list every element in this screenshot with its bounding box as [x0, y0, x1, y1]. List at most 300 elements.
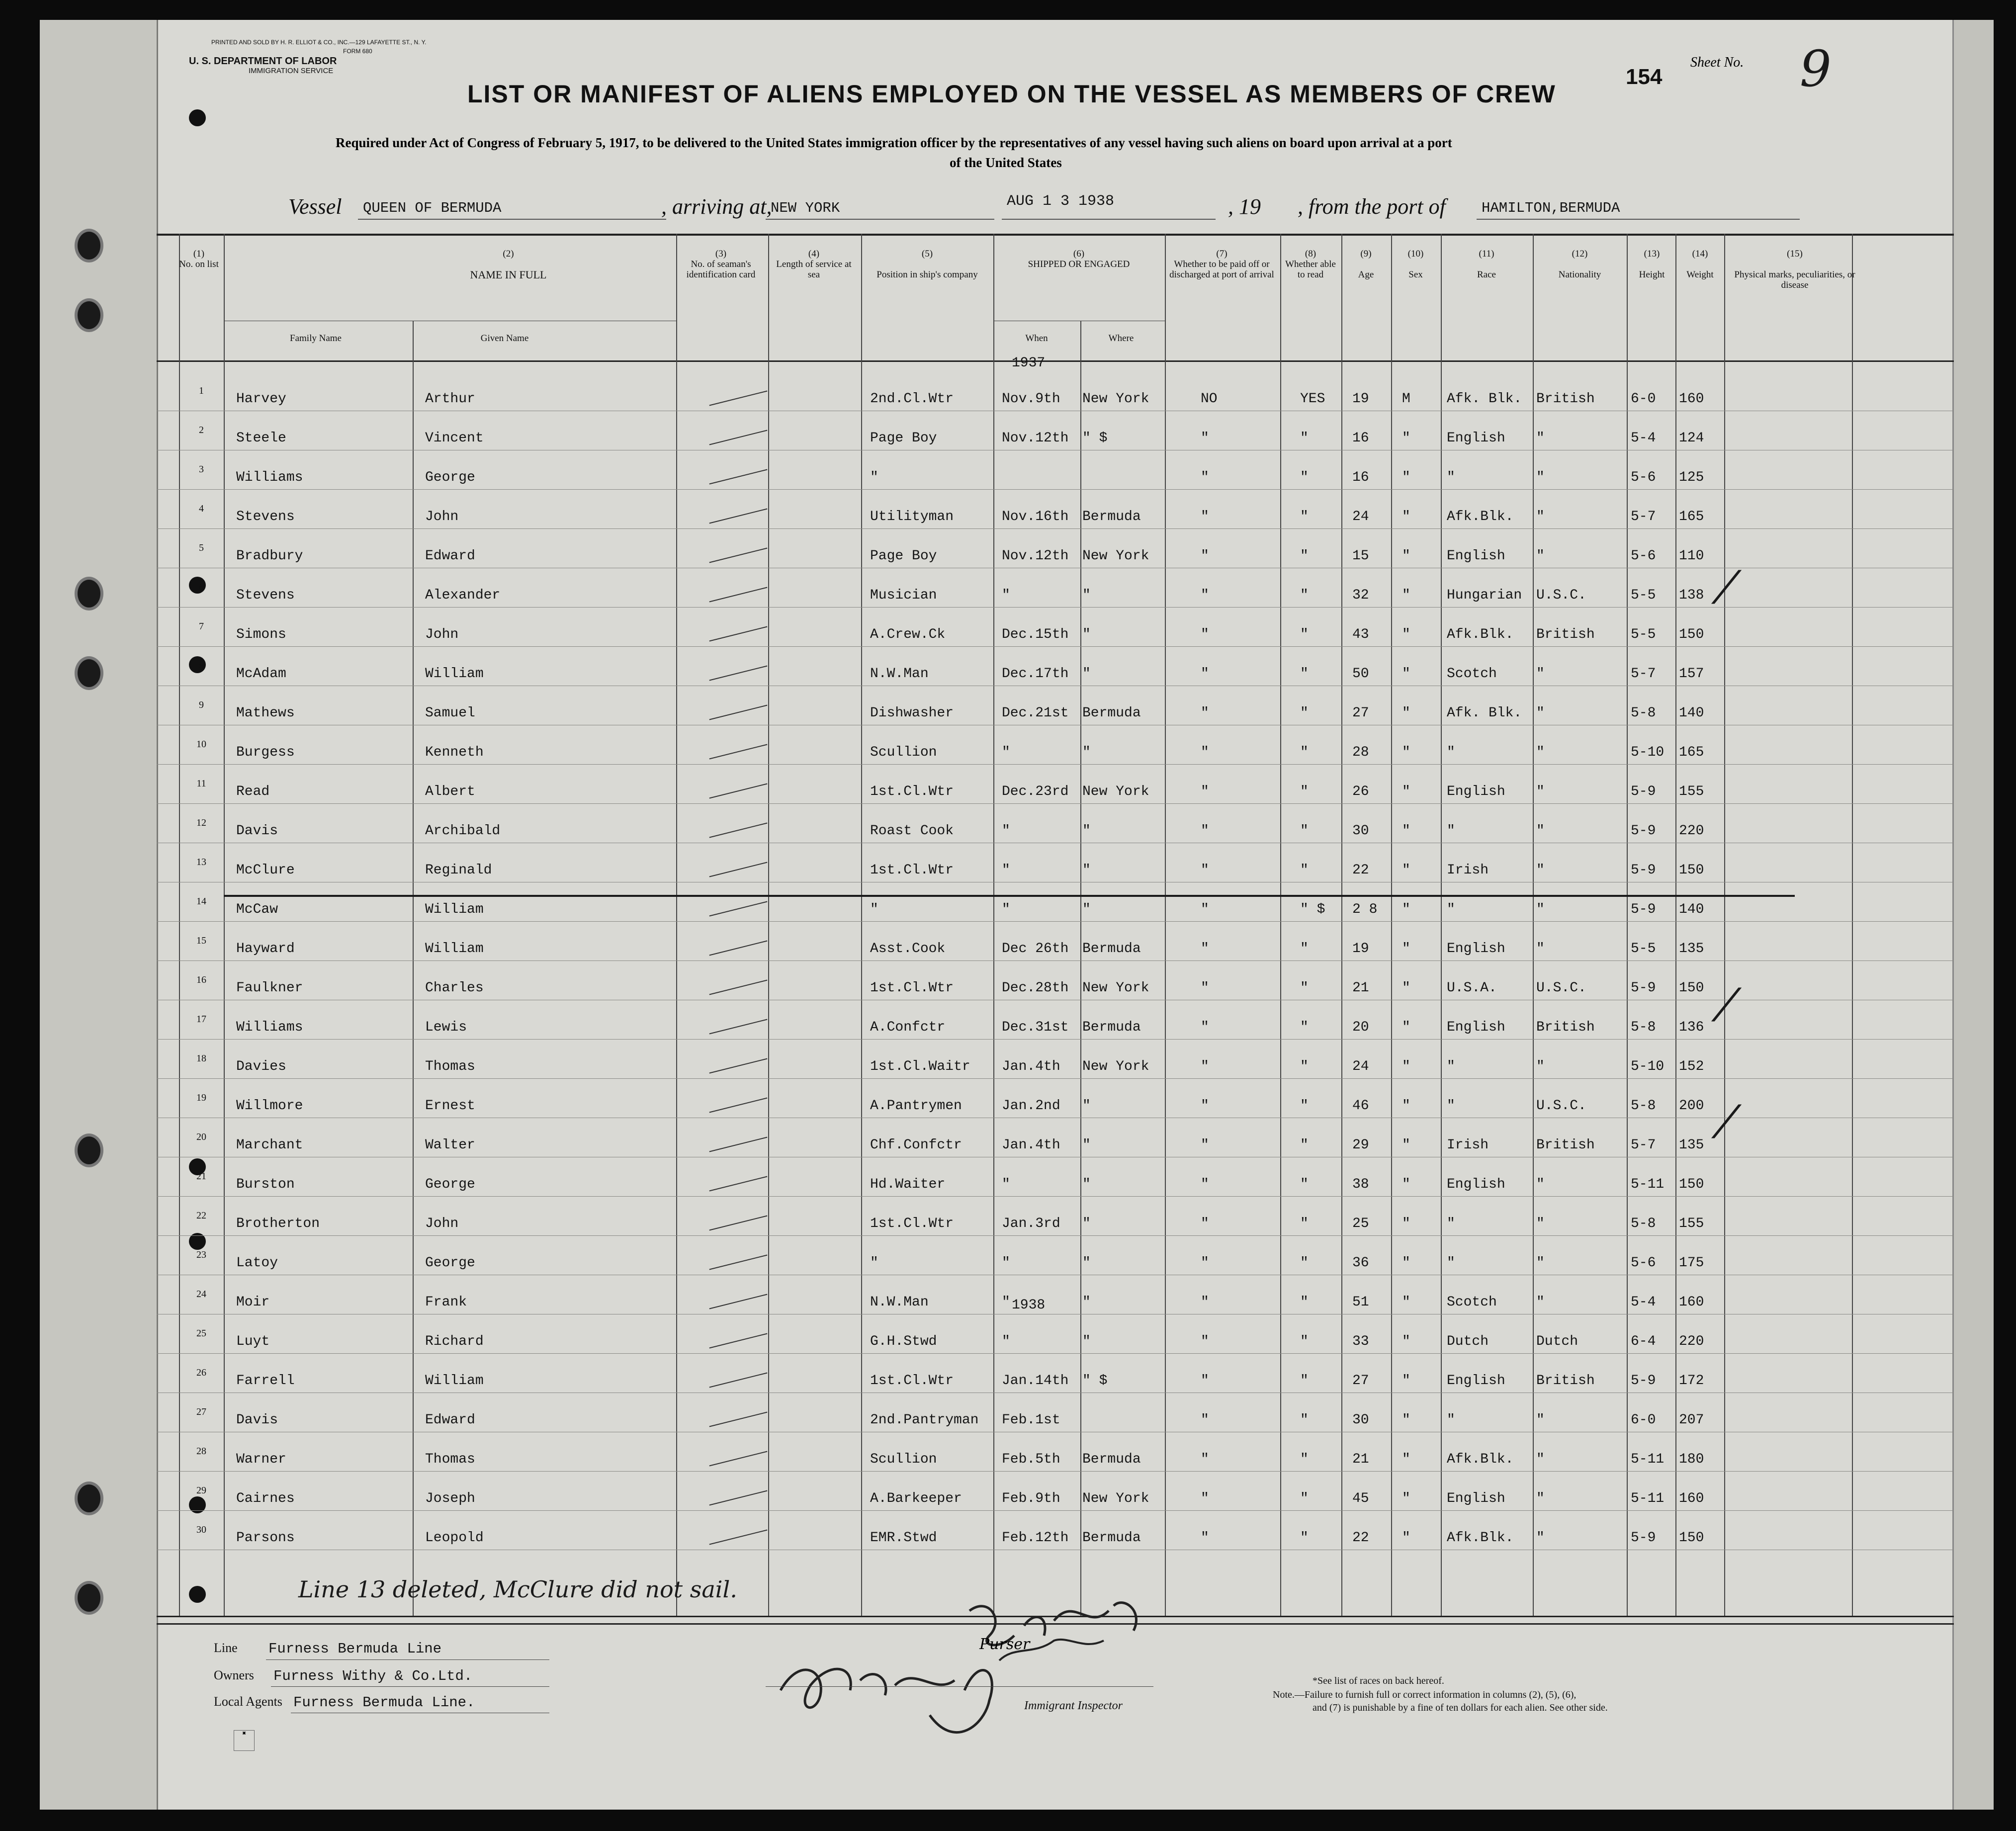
- cell-where: Bermuda: [1082, 1452, 1141, 1467]
- row-number: 27: [196, 1406, 206, 1417]
- cell-nat: British: [1536, 391, 1595, 407]
- table-row: [157, 1161, 1954, 1200]
- cell-nat: British: [1536, 1137, 1595, 1153]
- cell-weight: 172: [1679, 1373, 1704, 1389]
- cell-position: Page Boy: [870, 548, 937, 564]
- page-number: 154: [1626, 65, 1663, 89]
- cell-read: YES: [1300, 391, 1325, 407]
- cell-position: 1st.Cl.Wtr: [870, 980, 954, 996]
- check-mark: ⁄: [1723, 562, 1731, 614]
- cell-given: Arthur: [425, 391, 475, 407]
- cell-height: 5-10: [1631, 745, 1665, 760]
- cell-race: English: [1447, 1491, 1505, 1506]
- cell-paid: ": [1201, 431, 1209, 446]
- check-mark: ⁄: [1723, 979, 1731, 1032]
- col11-label: Race: [1477, 269, 1496, 280]
- row-number: 26: [196, 1367, 206, 1378]
- date-stamp: AUG 1 3 1938: [1007, 193, 1115, 210]
- col3-num: (3): [715, 249, 727, 259]
- cell-nat: ": [1536, 745, 1545, 760]
- date-underline: [1002, 219, 1216, 220]
- col6-label: SHIPPED OR ENGAGED: [1028, 259, 1130, 269]
- cell-given: John: [425, 627, 459, 642]
- cell-nat: ": [1536, 863, 1545, 878]
- cell-given: William: [425, 1373, 484, 1389]
- col8-header: [1281, 249, 1340, 280]
- cell-paid: ": [1201, 1373, 1209, 1389]
- cell-nat: ": [1536, 1491, 1545, 1506]
- cell-when: Jan.3rd: [1002, 1216, 1060, 1231]
- cell-family: Williams: [236, 1020, 303, 1035]
- table-row: [157, 1475, 1954, 1514]
- table-row: [157, 847, 1954, 886]
- cell-when: ": [1002, 863, 1010, 878]
- row-number: 13: [196, 857, 206, 868]
- cell-height: 5-11: [1631, 1491, 1665, 1506]
- cell-where: Bermuda: [1082, 509, 1141, 524]
- cell-paid: ": [1201, 1137, 1209, 1153]
- col2-num: (2): [503, 249, 514, 259]
- cell-race: Dutch: [1447, 1334, 1489, 1349]
- cell-given: George: [425, 1255, 475, 1271]
- col3-label: No. of seaman's identification card: [686, 259, 756, 280]
- cell-paid: ": [1201, 823, 1209, 839]
- cell-age: 50: [1352, 666, 1369, 682]
- cell-race: English: [1447, 941, 1505, 957]
- id-card-tick: [709, 980, 768, 995]
- col5-label: Position in ship's company: [877, 269, 978, 280]
- cell-height: 5-6: [1631, 548, 1656, 564]
- cell-family: Latoy: [236, 1255, 278, 1271]
- cell-position: Asst.Cook: [870, 941, 946, 957]
- cell-height: 5-8: [1631, 705, 1656, 721]
- cell-paid: ": [1201, 1020, 1209, 1035]
- cell-nat: ": [1536, 1216, 1545, 1231]
- id-card-tick: [709, 1412, 768, 1427]
- cell-nat: U.S.C.: [1536, 980, 1586, 996]
- col5-num: (5): [921, 249, 933, 259]
- table-row: [157, 1279, 1954, 1318]
- cell-age: 46: [1352, 1098, 1369, 1114]
- col10-num: (10): [1407, 249, 1424, 259]
- binding-hole: [75, 229, 103, 262]
- cell-nat: ": [1536, 548, 1545, 564]
- table-row: [157, 572, 1954, 611]
- cell-given: Thomas: [425, 1059, 475, 1074]
- table-row: [157, 1514, 1954, 1554]
- col11-num: (11): [1479, 249, 1494, 259]
- id-card-tick: [709, 1373, 768, 1388]
- cell-height: 5-4: [1631, 431, 1656, 446]
- cell-given: Kenneth: [425, 745, 484, 760]
- cell-sex: ": [1402, 863, 1410, 878]
- id-card-tick: [709, 391, 768, 406]
- binding-hole: [75, 1581, 103, 1615]
- cell-sex: ": [1402, 627, 1410, 642]
- row-number: 17: [196, 1014, 206, 1025]
- cell-paid: ": [1201, 1295, 1209, 1310]
- manifest-sheet: [40, 20, 1994, 1810]
- cell-age: 32: [1352, 588, 1369, 603]
- id-card-tick: [709, 587, 768, 603]
- cell-read: ": [1300, 1452, 1309, 1467]
- vessel-underline: [358, 219, 666, 220]
- cell-weight: 150: [1679, 1177, 1704, 1192]
- cell-age: 45: [1352, 1491, 1369, 1506]
- service: IMMIGRATION SERVICE: [249, 67, 334, 75]
- cell-sex: ": [1402, 1216, 1410, 1231]
- cell-read: ": [1300, 784, 1309, 799]
- cell-position: A.Confctr: [870, 1020, 946, 1035]
- cell-weight: 155: [1679, 1216, 1704, 1231]
- row-number: 20: [196, 1132, 206, 1142]
- table-row: [157, 768, 1954, 807]
- cell-race: English: [1447, 1373, 1505, 1389]
- cell-where: ": [1082, 1334, 1091, 1349]
- cell-race: Scotch: [1447, 1295, 1497, 1310]
- purser-label: Purser: [979, 1636, 1030, 1653]
- cell-sex: ": [1402, 705, 1410, 721]
- cell-when: ": [1002, 1255, 1010, 1271]
- cell-sex: ": [1402, 1373, 1410, 1389]
- cell-paid: NO: [1201, 391, 1218, 407]
- cell-race: ": [1447, 1059, 1455, 1074]
- cell-sex: ": [1402, 1059, 1410, 1074]
- id-card-tick: [709, 548, 768, 563]
- cell-age: 2 8: [1352, 902, 1378, 917]
- cell-nat: ": [1536, 1530, 1545, 1546]
- cell-given: Edward: [425, 1412, 475, 1428]
- cell-where: Bermuda: [1082, 941, 1141, 957]
- owners-value: Furness Withy & Co.Ltd.: [273, 1668, 473, 1684]
- table-row: [157, 611, 1954, 650]
- cell-family: McClure: [236, 863, 295, 878]
- cell-read: ": [1300, 470, 1309, 485]
- cell-read: ": [1300, 745, 1309, 760]
- cell-sex: ": [1402, 431, 1410, 446]
- id-card-tick: [709, 1255, 768, 1270]
- cell-read: ": [1300, 941, 1309, 957]
- cell-family: McCaw: [236, 902, 278, 917]
- col15-header: [1728, 249, 1862, 290]
- cell-position: Scullion: [870, 745, 937, 760]
- cell-paid: ": [1201, 705, 1209, 721]
- cell-read: ": [1300, 509, 1309, 524]
- id-card-tick: [709, 626, 768, 642]
- cell-sex: ": [1402, 823, 1410, 839]
- cell-race: Irish: [1447, 1137, 1489, 1153]
- cell-where: ": [1082, 1098, 1091, 1114]
- subtitle-line1: Required under Act of Congress of February 5, 1917, to be delivered to the United States immigration officer by the representatives of any vessel having such aliens on board upon arrival at a port: [336, 135, 1452, 150]
- cell-position: 1st.Cl.Wtr: [870, 784, 954, 799]
- id-card-tick: [709, 784, 768, 799]
- cell-given: Ernest: [425, 1098, 475, 1114]
- cell-position: N.W.Man: [870, 666, 929, 682]
- cell-race: Afk. Blk.: [1447, 391, 1522, 407]
- table-row: [157, 415, 1954, 454]
- cell-age: 16: [1352, 470, 1369, 485]
- cell-family: Davies: [236, 1059, 286, 1074]
- cell-position: Page Boy: [870, 431, 937, 446]
- cell-sex: ": [1402, 1295, 1410, 1310]
- year-1937: 1937: [1012, 355, 1046, 371]
- check-mark: ⁄: [1723, 1096, 1731, 1148]
- cell-nat: U.S.C.: [1536, 1098, 1586, 1114]
- cell-race: Hungarian: [1447, 588, 1522, 603]
- cell-read: ": [1300, 666, 1309, 682]
- row-number: 9: [199, 699, 204, 710]
- cell-weight: 165: [1679, 745, 1704, 760]
- cell-position: 1st.Cl.Waitr: [870, 1059, 970, 1074]
- cell-paid: ": [1201, 1177, 1209, 1192]
- cell-where: New York: [1082, 1491, 1149, 1506]
- cell-family: Parsons: [236, 1530, 295, 1546]
- cell-weight: 135: [1679, 941, 1704, 957]
- cell-position: ": [870, 902, 878, 917]
- cell-where: ": [1082, 902, 1091, 917]
- cell-age: 29: [1352, 1137, 1369, 1153]
- cell-race: ": [1447, 470, 1455, 485]
- cell-where: New York: [1082, 548, 1149, 564]
- cell-paid: ": [1201, 1216, 1209, 1231]
- table-row: [157, 1082, 1954, 1122]
- cell-weight: 155: [1679, 784, 1704, 799]
- row-number: 4: [199, 503, 204, 514]
- cell-when: ": [1002, 588, 1010, 603]
- cell-height: 5-9: [1631, 1373, 1656, 1389]
- cell-age: 38: [1352, 1177, 1369, 1192]
- cell-race: English: [1447, 1020, 1505, 1035]
- cell-read: ": [1300, 1334, 1309, 1349]
- arriving-underline: [766, 219, 994, 220]
- binding-hole: [75, 656, 103, 690]
- cell-race: ": [1447, 1255, 1455, 1271]
- cell-given: George: [425, 470, 475, 485]
- header-bottom-border: [157, 360, 1954, 362]
- cell-nat: ": [1536, 823, 1545, 839]
- cell-sex: ": [1402, 548, 1410, 564]
- cell-family: Brotherton: [236, 1216, 320, 1231]
- row-number: 21: [196, 1171, 206, 1182]
- cell-given: Edward: [425, 548, 475, 564]
- cell-where: " $: [1082, 431, 1108, 446]
- row-number: 18: [196, 1053, 206, 1064]
- col5-header: [863, 249, 992, 280]
- cell-when: Nov.16th: [1002, 509, 1069, 524]
- where-header: Where: [1108, 333, 1134, 344]
- id-card-tick: [709, 1530, 768, 1545]
- row-number: 22: [196, 1210, 206, 1221]
- subtitle-line2: of the United States: [950, 155, 1062, 170]
- cell-height: 5-7: [1631, 1137, 1656, 1153]
- cell-weight: 125: [1679, 470, 1704, 485]
- cell-family: Williams: [236, 470, 303, 485]
- line-underline: [266, 1659, 549, 1660]
- from-port: HAMILTON,BERMUDA: [1482, 200, 1620, 216]
- col6-num: (6): [1073, 249, 1085, 259]
- cell-family: Davis: [236, 823, 278, 839]
- line-label: Line: [214, 1641, 238, 1655]
- cell-race: ": [1447, 1098, 1455, 1114]
- cell-family: Davis: [236, 1412, 278, 1428]
- cell-age: 19: [1352, 391, 1369, 407]
- row-number: 15: [196, 935, 206, 946]
- col10-label: Sex: [1408, 269, 1423, 280]
- col6-header: [994, 249, 1163, 269]
- id-card-tick: [709, 705, 768, 720]
- col13-header: [1628, 249, 1675, 280]
- cell-given: Richard: [425, 1334, 484, 1349]
- cell-given: George: [425, 1177, 475, 1192]
- cell-height: 6-4: [1631, 1334, 1656, 1349]
- cell-given: Albert: [425, 784, 475, 799]
- from-port-label: , from the port of: [1298, 194, 1446, 219]
- races-note: *See list of races on back hereof.: [1313, 1675, 1444, 1686]
- cell-when: ": [1002, 1177, 1010, 1192]
- cell-read: ": [1300, 980, 1309, 996]
- cell-race: ": [1447, 1216, 1455, 1231]
- col14-label: Weight: [1686, 269, 1714, 280]
- col12-label: Nationality: [1558, 269, 1601, 280]
- cell-family: Burgess: [236, 745, 295, 760]
- cell-paid: ": [1201, 941, 1209, 957]
- cell-paid: ": [1201, 1491, 1209, 1506]
- cell-paid: ": [1201, 509, 1209, 524]
- cell-position: A.Pantrymen: [870, 1098, 962, 1114]
- cell-where: New York: [1082, 1059, 1149, 1074]
- cell-position: Dishwasher: [870, 705, 954, 721]
- cell-sex: ": [1402, 941, 1410, 957]
- cell-nat: British: [1536, 627, 1595, 642]
- cell-nat: ": [1536, 902, 1545, 917]
- id-card-tick: [709, 1137, 768, 1152]
- cell-given: Frank: [425, 1295, 467, 1310]
- cell-when: Dec.15th: [1002, 627, 1069, 642]
- cell-paid: ": [1201, 980, 1209, 996]
- row-number: 2: [199, 425, 204, 436]
- cell-paid: ": [1201, 1098, 1209, 1114]
- cell-weight: 160: [1679, 391, 1704, 407]
- row-number: 8: [199, 660, 204, 671]
- table-row: [157, 1396, 1954, 1436]
- signatures: [766, 1566, 1173, 1755]
- table-row: [157, 1357, 1954, 1396]
- cell-position: 2nd.Cl.Wtr: [870, 391, 954, 407]
- cell-read: ": [1300, 1177, 1309, 1192]
- cell-position: Musician: [870, 588, 937, 603]
- cell-sex: ": [1402, 1177, 1410, 1192]
- cell-when: ": [1002, 745, 1010, 760]
- cell-height: 5-7: [1631, 666, 1656, 682]
- cell-given: John: [425, 1216, 459, 1231]
- cell-where: Bermuda: [1082, 705, 1141, 721]
- binding-hole: [75, 1133, 103, 1167]
- agents-value: Furness Bermuda Line.: [293, 1694, 475, 1711]
- cell-weight: 150: [1679, 1530, 1704, 1546]
- id-card-tick: [709, 1216, 768, 1231]
- cell-given: Reginald: [425, 863, 492, 878]
- id-card-tick: [709, 1098, 768, 1113]
- cell-nat: ": [1536, 1255, 1545, 1271]
- cell-read: ": [1300, 823, 1309, 839]
- cell-nat: ": [1536, 666, 1545, 682]
- cell-when: Feb.12th: [1002, 1530, 1069, 1546]
- cell-height: 5-6: [1631, 1255, 1656, 1271]
- cell-sex: ": [1402, 1255, 1410, 1271]
- cell-where: ": [1082, 588, 1091, 603]
- cell-family: Faulkner: [236, 980, 303, 996]
- agents-label: Local Agents: [214, 1694, 282, 1709]
- given-name-header: Given Name: [480, 333, 529, 344]
- cell-nat: ": [1536, 470, 1545, 485]
- inspector-label: Immigrant Inspector: [1024, 1699, 1123, 1712]
- cell-race: Afk.Blk.: [1447, 1530, 1514, 1546]
- cell-read: ": [1300, 548, 1309, 564]
- cell-where: New York: [1082, 391, 1149, 407]
- col13-num: (13): [1644, 249, 1660, 259]
- id-card-tick: [709, 1019, 768, 1035]
- id-card-tick: [709, 469, 768, 485]
- id-card-tick: [709, 1294, 768, 1309]
- cell-nat: ": [1536, 705, 1545, 721]
- col12-header: [1534, 249, 1626, 280]
- cell-height: 5-11: [1631, 1177, 1665, 1192]
- cell-age: 43: [1352, 627, 1369, 642]
- cell-sex: ": [1402, 1098, 1410, 1114]
- arriving-label: , arriving at,: [661, 194, 772, 219]
- table-row: [157, 1318, 1954, 1357]
- cell-race: English: [1447, 784, 1505, 799]
- cell-when: ": [1002, 823, 1010, 839]
- cell-weight: 157: [1679, 666, 1704, 682]
- cell-weight: 175: [1679, 1255, 1704, 1271]
- col2-label: NAME IN FULL: [470, 268, 547, 281]
- cell-sex: ": [1402, 666, 1410, 682]
- cell-family: Hayward: [236, 941, 295, 957]
- cell-paid: ": [1201, 588, 1209, 603]
- row-number: 29: [196, 1485, 206, 1496]
- cell-given: William: [425, 902, 484, 917]
- row-number: 25: [196, 1328, 206, 1339]
- cell-when: ": [1002, 1334, 1010, 1349]
- cell-family: McAdam: [236, 666, 286, 682]
- cell-weight: 152: [1679, 1059, 1704, 1074]
- cell-when: Dec.23rd: [1002, 784, 1069, 799]
- table-row: [157, 650, 1954, 690]
- cell-where: ": [1082, 1216, 1091, 1231]
- cell-position: G.H.Stwd: [870, 1334, 937, 1349]
- cell-weight: 200: [1679, 1098, 1704, 1114]
- cell-read: ": [1300, 1373, 1309, 1389]
- id-card-tick: [709, 1451, 768, 1467]
- cell-paid: ": [1201, 1412, 1209, 1428]
- row-number: 28: [196, 1446, 206, 1457]
- cell-height: 5-8: [1631, 1020, 1656, 1035]
- cell-family: Luyt: [236, 1334, 270, 1349]
- cell-read: ": [1300, 1137, 1309, 1153]
- cell-age: 26: [1352, 784, 1369, 799]
- family-name-header: Family Name: [290, 333, 342, 344]
- cell-age: 24: [1352, 509, 1369, 524]
- cell-paid: ": [1201, 1059, 1209, 1074]
- cell-when: Jan.14th: [1002, 1373, 1069, 1389]
- cell-height: 5-7: [1631, 509, 1656, 524]
- cell-where: ": [1082, 823, 1091, 839]
- cell-where: ": [1082, 1295, 1091, 1310]
- cell-age: 51: [1352, 1295, 1369, 1310]
- cell-position: Hd.Waiter: [870, 1177, 946, 1192]
- cell-read: ": [1300, 1255, 1309, 1271]
